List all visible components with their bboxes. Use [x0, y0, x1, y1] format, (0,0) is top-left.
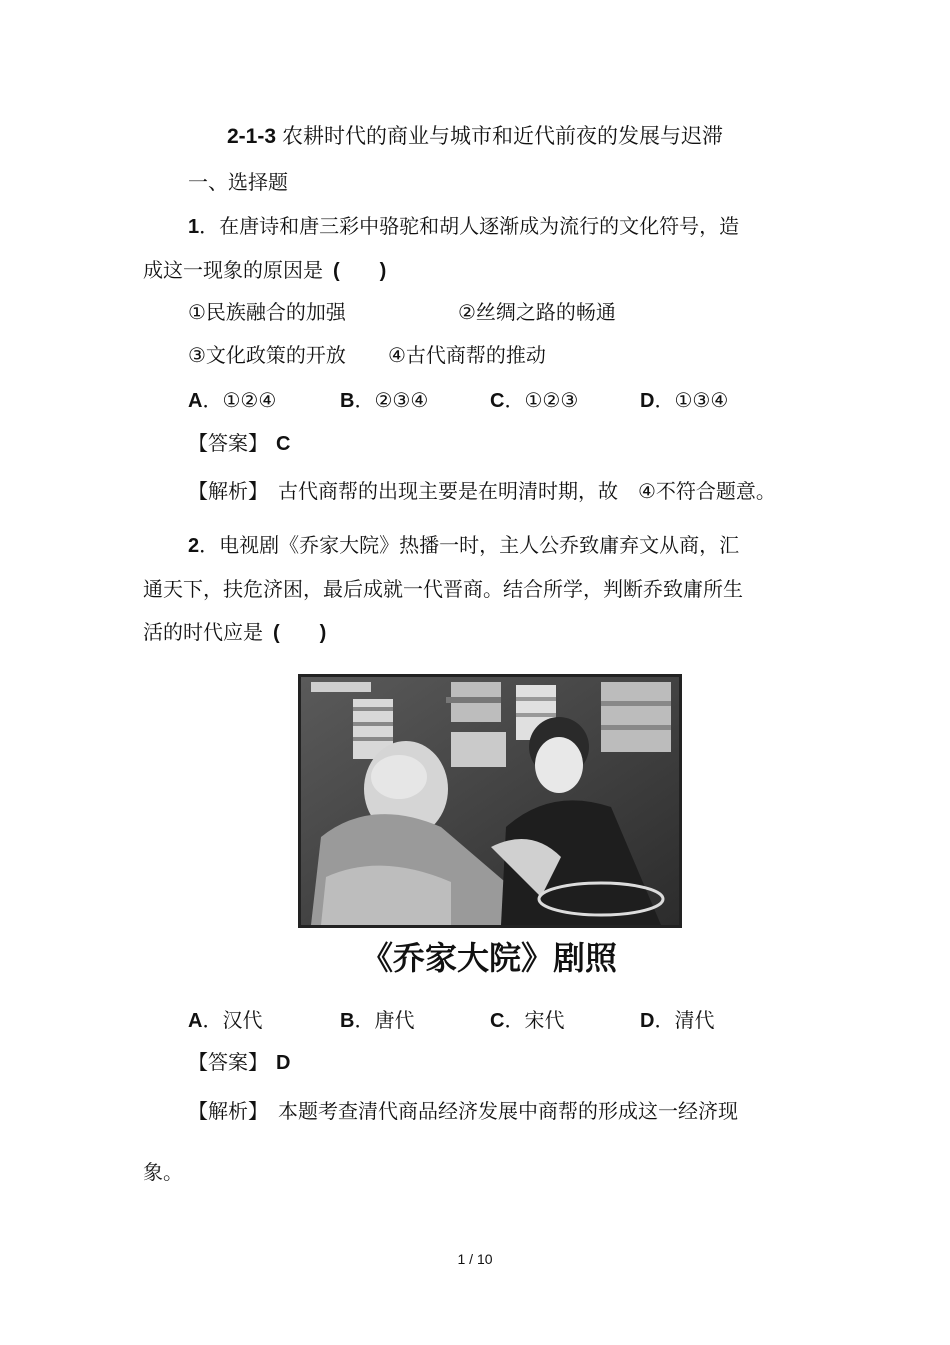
- option-letter: A: [188, 390, 203, 412]
- q1-number: 1: [188, 216, 200, 238]
- option-letter: D: [640, 390, 655, 412]
- option-letter: D: [640, 1010, 655, 1032]
- page-title: [0, 121, 950, 152]
- q2-option-d[interactable]: D．清代: [640, 1008, 715, 1032]
- q1-option-c[interactable]: C．①②③: [490, 388, 579, 412]
- q2-answer: [188, 1048, 290, 1077]
- q1-item-3: ③文化政策的开放: [188, 343, 346, 367]
- option-text: ①②④: [222, 388, 277, 412]
- q2-line3-text: 活的时代应是: [143, 620, 263, 644]
- q1-paren: ( ): [333, 260, 387, 282]
- photo-illustration: [301, 677, 679, 925]
- q2-stem-line1: 2．电视剧《乔家大院》热播一时，主人公乔致庸弃文从商，汇: [188, 533, 740, 557]
- page-number: 1 / 10: [457, 1251, 493, 1267]
- q1-option-b[interactable]: B．②③④: [340, 388, 429, 412]
- q2-paren: ( ): [273, 622, 327, 644]
- q1-stem-line2: [143, 256, 386, 285]
- q2-stem-line3: [143, 618, 326, 647]
- q1-item-1: ①民族融合的加强: [188, 300, 346, 324]
- q1-answer: [188, 429, 290, 458]
- q2-number: 2: [188, 535, 200, 557]
- option-letter: A: [188, 1010, 203, 1032]
- q1-line1-text: 在唐诗和唐三彩中骆驼和胡人逐渐成为流行的文化符号，造: [219, 214, 740, 238]
- q2-analysis-line1: [188, 1097, 738, 1125]
- option-letter: B: [340, 390, 355, 412]
- analysis-label: 【解析】: [188, 479, 268, 503]
- q2-stem-line2: 通天下，扶危济困，最后成就一代晋商。结合所学，判断乔致庸所生: [143, 577, 743, 601]
- answer-label: 【答案】: [188, 431, 268, 455]
- drama-still-photo: [298, 674, 682, 928]
- analysis-text: 本题考查清代商品经济发展中商帮的形成这一经济现: [278, 1099, 738, 1123]
- q1-stem-line1: 1．在唐诗和唐三彩中骆驼和胡人逐渐成为流行的文化符号，造: [188, 214, 740, 238]
- option-letter: C: [490, 390, 505, 412]
- option-text: 清代: [674, 1008, 715, 1032]
- q1-analysis: [188, 477, 776, 505]
- option-text: ①②③: [524, 388, 579, 412]
- q2-line1-text: 电视剧《乔家大院》热播一时，主人公乔致庸弃文从商，汇: [219, 533, 740, 557]
- q1-option-d[interactable]: D．①③④: [640, 388, 729, 412]
- option-text: 汉代: [222, 1008, 263, 1032]
- drama-still-figure: [283, 668, 695, 993]
- option-text: 宋代: [524, 1008, 565, 1032]
- answer-value: C: [276, 433, 291, 455]
- answer-value: D: [276, 1052, 291, 1074]
- q1-option-a[interactable]: A．①②④: [188, 388, 277, 412]
- option-letter: C: [490, 1010, 505, 1032]
- option-text: ①③④: [674, 388, 729, 412]
- title-text: 农耕时代的商业与城市和近代前夜的发展与迟滞: [282, 124, 724, 148]
- q2-option-b[interactable]: B．唐代: [340, 1008, 415, 1032]
- option-text: ②③④: [374, 388, 429, 412]
- q1-line2-text: 成这一现象的原因是: [143, 258, 323, 282]
- section-heading: 一、选择题: [188, 170, 288, 194]
- title-number: 2-1-3: [226, 125, 277, 148]
- q2-option-a[interactable]: A．汉代: [188, 1008, 263, 1032]
- q1-item-2: ②丝绸之路的畅通: [458, 300, 616, 324]
- option-letter: B: [340, 1010, 355, 1032]
- answer-label: 【答案】: [188, 1050, 268, 1074]
- analysis-text: 古代商帮的出现主要是在明清时期，故 ④不符合题意。: [278, 479, 776, 503]
- analysis-label: 【解析】: [188, 1099, 268, 1123]
- q2-option-c[interactable]: C．宋代: [490, 1008, 565, 1032]
- q1-item-4: ④古代商帮的推动: [388, 343, 546, 367]
- photo-caption: 《乔家大院》剧照: [360, 939, 617, 977]
- q2-analysis-line2: 象。: [143, 1160, 183, 1184]
- option-text: 唐代: [374, 1008, 415, 1032]
